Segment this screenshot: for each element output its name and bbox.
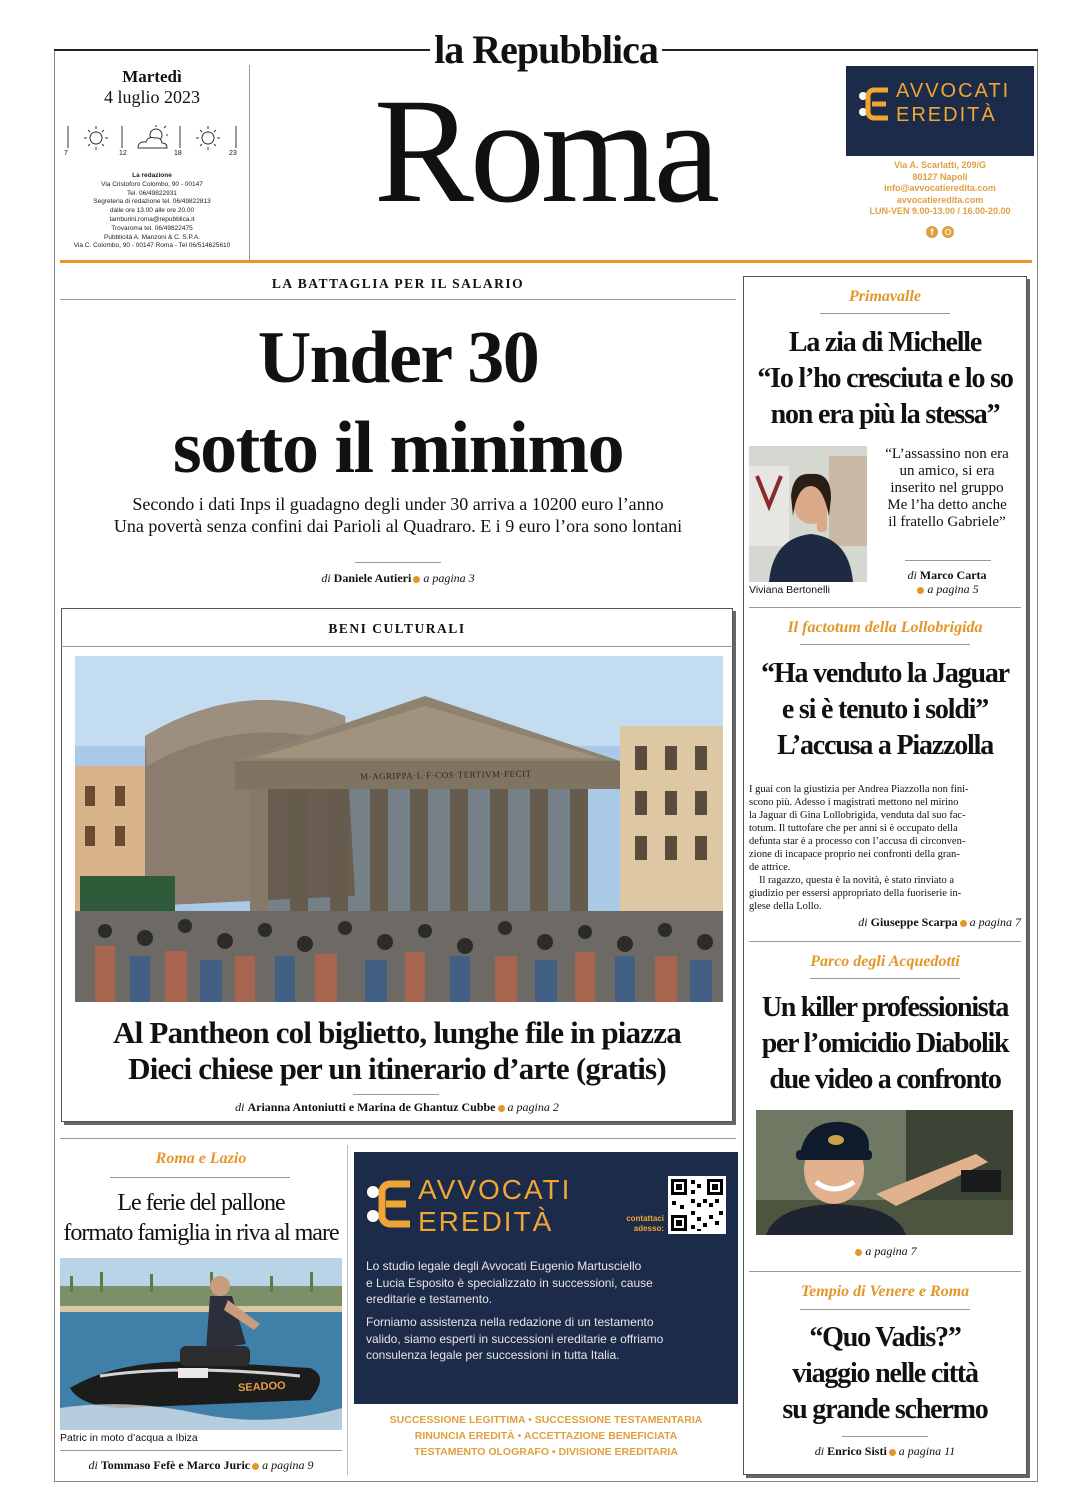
redazione-title: La redazione [132,172,172,179]
bullet-icon [889,1449,896,1456]
ad-line: Lo studio legale degli Avvocati Eugenio Martusciello [366,1259,642,1273]
beni-byline-rule [353,1094,439,1095]
redazione-line: Via C. Colombo, 90 - 00147 Roma - Tel 06/514625610 [73,242,231,250]
acquedotti-headline-3[interactable]: due video a confronto [769,1064,1001,1095]
acquedotti-headline-1[interactable]: Un killer professionista [761,992,1009,1023]
primavalle-author[interactable]: Marco Carta [919,568,987,582]
quote-line: Me l’ha detto anche [887,497,1007,513]
redazione-line: Segreteria di redazione tel. 06/49822813 [93,198,211,206]
jetski-brand: SEADOO [237,1379,286,1395]
date-text: 4 luglio 2023 [103,87,200,107]
venere-headline-3[interactable]: su grande schermo [782,1394,988,1425]
beni-author[interactable]: Arianna Antoniutti e Marina de Ghantuz Cubbe [247,1100,496,1114]
quote-line: il fratello Gabriele” [888,514,1006,530]
venere-author[interactable]: Enrico Sisti [827,1444,887,1458]
bertonelli-photo[interactable] [749,446,867,582]
temp-min-2: 18 [174,150,182,157]
temp-max-1: 12 [119,150,127,157]
redazione-line: Trovaroma tel. 06/49822475 [111,224,193,232]
body-line: glese della Lollo. [749,901,822,912]
diabolik-photo[interactable] [756,1110,1013,1235]
ad-top-line: LUN-VEN 9.00-13.00 / 16.00-20.00 [869,206,1011,217]
factotum-byline [749,915,1021,930]
ad-top-line: avvocatieredita.com [896,194,984,205]
ad-bottom-logo-line2: EREDITÀ [418,1206,554,1237]
masthead-rule-left [54,49,430,51]
beni-section: BENI CULTURALI [328,621,466,636]
venere-byline [743,1444,1027,1459]
edition-title: Roma [373,68,717,234]
ad-bottom[interactable] [354,1152,738,1466]
jetski-photo[interactable] [60,1258,342,1430]
body-line: scono più. Adesso i magistrati mettono nel mirino [749,797,959,808]
acquedotti-page-ref[interactable]: a pagina 7 [865,1244,917,1258]
venere-kicker[interactable]: Tempio di Venere e Roma [800,1283,970,1300]
pantheon-photo[interactable] [75,656,723,1002]
acquedotti-divider [749,1271,1021,1272]
acquedotti-headline-2[interactable]: per l’omicidio Diabolik [761,1028,1009,1059]
primavalle-divider [749,607,1021,608]
avvocati-logo-icon [366,1176,414,1232]
ad-top-line: 80127 Napoli [912,171,968,182]
beni-byline [61,1100,733,1115]
redazione-line: tamburini.roma@repubblica.it [109,215,195,223]
byline-prefix: di [235,1100,245,1114]
service-line: TESTAMENTO OLOGRAFO • DIVISIONE EREDITARIA [414,1446,678,1458]
beni-headline-2[interactable]: Dieci chiese per un itinerario d’arte (gratis) [128,1051,666,1086]
lead-summary-2: Una povertà senza confini dai Parioli al Quadraro. E i 9 euro l’ora sono lontani [113,516,683,536]
beni-section-rule [61,646,733,647]
lazio-kicker-rule [110,1177,290,1178]
primavalle-headline-2[interactable]: “Io l’ho cresciuta e lo so [757,363,1013,394]
redazione-block [60,172,244,251]
instagram-icon[interactable] [942,226,954,238]
ad-line: consulenza legale per successioni in tutta Italia. [366,1348,620,1362]
weather-icons [64,122,244,162]
pantheon-inscription: M·AGRIPPA·L·F·COS·TERTIVM·FECIT [359,768,532,782]
body-line: la Jaguar di Gina Lollobrigida, venduta dal suo fac- [749,810,966,821]
masthead-orange-rule [60,260,1032,263]
quote-line: inserito nel gruppo [890,480,1004,496]
brand-logo: la Repubblica [434,27,658,72]
redazione-line: Via Cristoforo Colombo, 90 - 00147 [101,180,203,188]
qr-code-graphic [668,1176,726,1234]
byline-prefix: di [858,915,868,929]
primavalle-page-ref[interactable]: a pagina 5 [927,582,979,596]
byline-prefix: di [321,571,331,585]
byline-prefix: di [814,1444,825,1458]
ad-line: Forniamo assistenza nella redazione di un testamento [366,1315,654,1329]
lead-byline-rule [355,562,441,563]
body-line: totum. Il tuttofare che per anni si è occupato della [749,823,958,834]
temp-max-2: 23 [229,150,237,157]
primavalle-quote [872,446,1022,531]
weather-strip [64,122,244,162]
lead-page-ref[interactable]: a pagina 3 [423,571,475,585]
jetski-caption: Patric in moto d’acqua a Ibiza [60,1432,198,1444]
factotum-kicker-rule [800,644,970,645]
lazio-top-rule [60,1138,736,1139]
venere-page-ref[interactable]: a pagina 11 [898,1444,956,1458]
ad-line: valido, siamo esperti in successioni ereditarie e offriamo [366,1331,664,1346]
pantheon-illustration [75,656,723,1002]
masthead-rule-right [662,49,1038,51]
sun-icon-2 [196,126,220,150]
ad-line: e Lucia Esposito è specializzato in successioni, cause [366,1275,653,1290]
ad-top-line: Via A. Scarlatti, 209/G [893,160,987,170]
bullet-icon [252,1463,259,1470]
venere-kicker-rule [800,1309,970,1310]
venere-headline-2[interactable]: viaggio nelle città [792,1358,978,1389]
primavalle-headline-3[interactable]: non era più la stessa” [770,399,1000,430]
body-line: defunta star è a processo con l’accusa di circonven- [749,836,966,847]
partly-cloudy-icon [138,125,168,148]
primavalle-headline-1[interactable]: La zia di Michelle [788,327,982,358]
body-line: giudizio per essersi appropriato della fuoriserie in- [749,888,962,899]
byline-prefix: di [88,1458,98,1472]
ad-top-logo-box [846,66,1034,156]
qr-code-icon[interactable] [668,1176,726,1234]
bullet-icon [960,920,967,927]
body-line: Il ragazzo, questa è la novità, è stato rinviato a [759,875,955,886]
lead-section-rule [60,299,736,300]
primavalle-byline [872,568,1022,596]
lead-byline [60,571,736,586]
primavalle-kicker-rule [820,313,950,314]
lead-section: LA BATTAGLIA PER IL SALARIO [271,276,525,291]
lazio-column-divider [347,1145,348,1475]
redazione-line: Pubblicità A. Manzoni & C. S.P.A. [104,233,200,241]
acquedotti-kicker[interactable]: Parco degli Acquedotti [810,953,960,970]
ad-top-logo-line1: AVVOCATI [896,80,1011,102]
factotum-author[interactable]: Giuseppe Scarpa [870,915,958,929]
primavalle-byline-rule [905,560,991,561]
ad-top-info [846,160,1034,218]
lazio-byline-rule [60,1450,342,1451]
venere-headline-1[interactable]: “Quo Vadis?” [809,1322,961,1353]
bullet-icon [855,1249,862,1256]
ad-bottom-paragraph-2 [366,1314,730,1364]
service-line: SUCCESSIONE LEGITTIMA • SUCCESSIONE TESTAMENTARIA [389,1414,703,1426]
body-line: I guai con la giustizia per Andrea Piazzolla non fini- [749,784,969,795]
redazione-line: dalle ore 13.00 alle ore 20.00 [109,207,195,215]
bullet-icon [413,576,420,583]
ad-top-line: info@avvocatieredita.com [884,183,996,194]
ad-line: ereditarie e testamento. [366,1292,493,1306]
lead-author[interactable]: Daniele Autieri [333,571,412,585]
ad-bottom-contact: contattaci adesso: [626,1214,664,1233]
factotum-headline-2[interactable]: e si è tenuto i soldi” [781,694,989,725]
redazione-line: Tel. 06/49822931 [127,189,177,197]
factotum-kicker[interactable]: Il factotum della Lollobrigida [787,619,983,636]
portrait-illustration [749,446,867,582]
beni-headline-1[interactable]: Al Pantheon col biglietto, lunghe file in piazza [113,1015,681,1050]
ad-top[interactable] [846,66,1034,248]
ad-top-logo-line2: EREDITÀ [896,104,997,126]
acquedotti-kicker-rule [810,978,960,979]
byline-prefix: di [907,568,917,582]
lazio-byline [56,1458,346,1473]
ad-bottom-dark-panel [354,1152,738,1404]
lazio-headline-1[interactable]: Le ferie del pallone [117,1190,285,1216]
beni-page-ref[interactable]: a pagina 2 [507,1100,559,1114]
body-line: zione di incapace proprio nei confronti della gran- [749,849,960,860]
lead-headline-2[interactable]: sotto il minimo [172,407,624,489]
lead-headline-1[interactable]: Under 30 [257,317,539,399]
facebook-icon[interactable]: f [926,226,938,238]
factotum-page-ref[interactable]: a pagina 7 [969,915,1021,929]
avvocati-logo-icon [858,84,892,124]
man-photo-illustration [756,1110,1013,1235]
factotum-body [749,783,1023,913]
ad-bottom-services [354,1412,738,1460]
factotum-headline-3[interactable]: L’accusa a Piazzolla [776,730,994,761]
jetski-illustration [60,1258,342,1430]
primavalle-kicker[interactable]: Primavalle [849,288,921,305]
lazio-page-ref[interactable]: a pagina 9 [262,1458,314,1472]
date-day: Martedì [122,67,182,86]
bullet-icon [498,1105,505,1112]
ad-bottom-paragraph-1 [366,1258,730,1308]
service-line: RINUNCIA EREDITÀ • ACCETTAZIONE BENEFICIATA [414,1430,678,1442]
quote-line: “L’assassino non era [885,446,1009,462]
quote-line: un amico, si era [899,463,995,479]
bertonelli-caption: Viviana Bertonelli [749,584,830,596]
bullet-icon [917,587,924,594]
acquedotti-byline [743,1244,1027,1259]
temp-min-1: 7 [64,150,68,157]
sun-icon [84,126,108,150]
venere-byline-rule [842,1436,928,1437]
lead-summary-1: Secondo i dati Inps il guadagno degli under 30 arriva a 10200 euro l’anno [132,494,664,514]
body-line: de attrice. [749,862,791,873]
ad-bottom-logo-line1: AVVOCATI [418,1174,572,1205]
lazio-author[interactable]: Tommaso Fefè e Marco Juric [100,1458,251,1472]
factotum-divider [749,941,1021,942]
factotum-headline-1[interactable]: “Ha venduto la Jaguar [761,658,1009,689]
lazio-kicker[interactable]: Roma e Lazio [155,1150,247,1167]
lazio-headline-2[interactable]: formato famiglia in riva al mare [63,1220,339,1246]
